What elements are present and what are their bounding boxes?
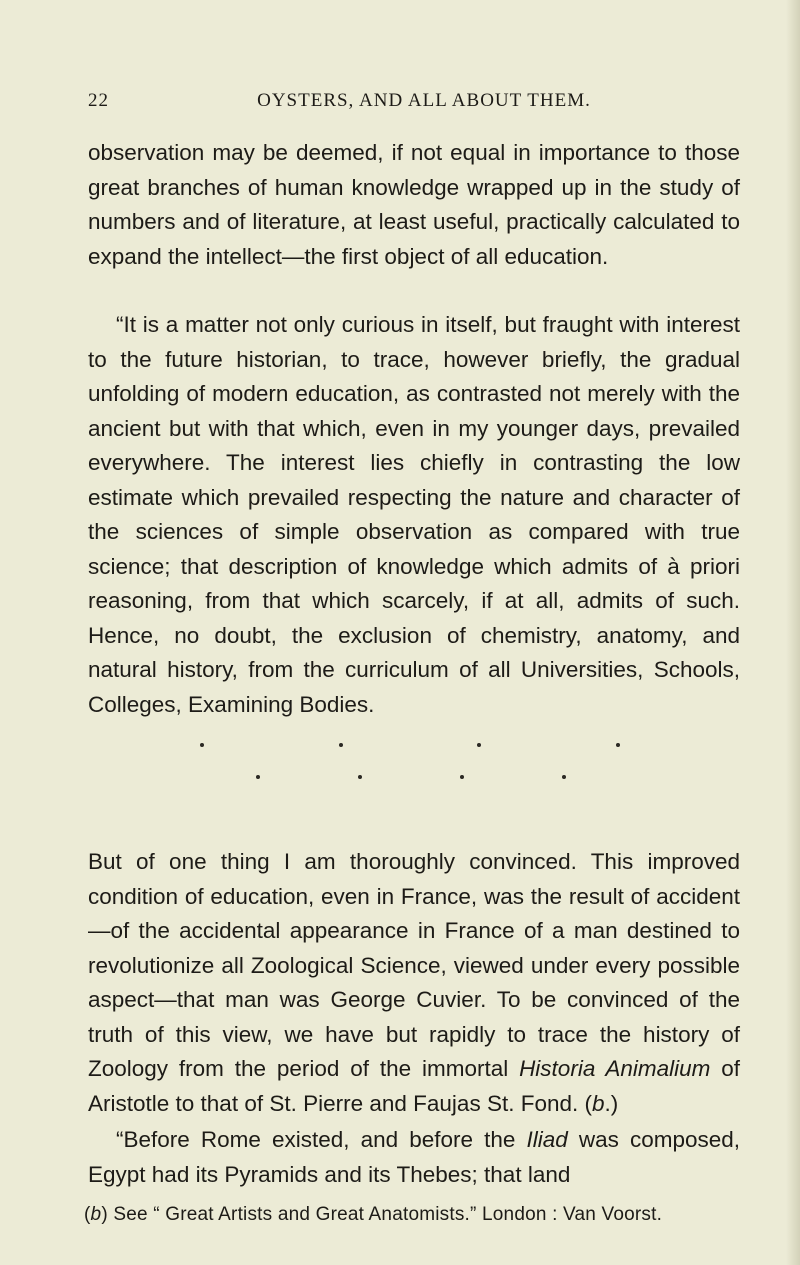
paragraph-3 [88,845,740,1121]
ellipsis-dot [256,775,260,779]
footnote-reference: b [592,1090,605,1116]
paragraph-4 [88,1123,740,1192]
paragraph-3-text [88,845,740,1121]
paragraph-3-text-a: But of one thing I am thoroughly convinced. This improved condition of education, even in France, was the result of accident—of the accidental appearance in France of a man destined to revolutionize all Zoological Science, viewed under every possible aspect—that man was George Cuvier. To be convinced of the truth of this view, we have but rapidly to trace the history of Zoology from the period of the immortal [88,849,740,1081]
ellipsis-dots-row-2 [256,775,566,779]
historia-animalium-title: Historia Animalium [519,1056,711,1081]
ellipsis-dot [358,775,362,779]
paragraph-2-text: “It is a matter not only curious in itself, but fraught with interest to the future historian, to trace, however briefly, the gradual unfolding of modern education, as contrasted not merely with the ancient but with that which, even in my younger days, prevailed everywhere. The interest lies chiefly in contrasting the low estimate which prevailed respecting the nature and character of the sciences of simple observation as compared with true science; that description of knowledge which admits of à priori reasoning, from that which scarcely, if at all, admits of such. Hence, no doubt, the exclusion of chemistry, anatomy, and natural history, from the curriculum of all Universities, Schools, Colleges, Examining Bodies. [88,312,740,717]
footnote-marker: b [90,1204,102,1225]
ellipsis-dot [460,775,464,779]
ellipsis-dot [477,743,481,747]
ellipsis-dot [339,743,343,747]
paragraph-1 [88,136,740,274]
iliad-title: Iliad [526,1127,568,1152]
ellipsis-dots-row-1 [200,743,620,747]
page-edge-shadow [786,0,800,1265]
paragraph-4-text [88,1123,740,1192]
page-header [88,90,740,120]
paragraph-4-text-a: “Before Rome existed, and before the [116,1127,527,1152]
paragraph-4-text-b: was composed, Egypt had its Pyramids and its Thebes; that land [88,1127,741,1187]
paragraph-3-text-b: of Aristotle to that of St. Pierre and Faujas St. Fond. ( [88,1056,740,1116]
ellipsis-dot [616,743,620,747]
running-title: OYSTERS, AND ALL ABOUT THEM. [257,90,591,111]
footnote-text: See “ Great Artists and Great Anatomists.” London : Van Voorst. [113,1204,663,1225]
paragraph-1-text: observation may be deemed, if not equal in importance to those great branches of human knowledge wrapped up in the study of numbers and of literature, at least useful, practically calculated to expand the intellect—the first object of all education. [88,140,740,269]
footnote: (b) See “ Great Artists and Great Anatomists.” London : Van Voorst. [84,1204,663,1225]
paragraph-3-text-c: .) [604,1090,619,1116]
ellipsis-dot [562,775,566,779]
ellipsis-dot [200,743,204,747]
paragraph-2 [88,308,740,722]
page-number: 22 [88,90,109,111]
